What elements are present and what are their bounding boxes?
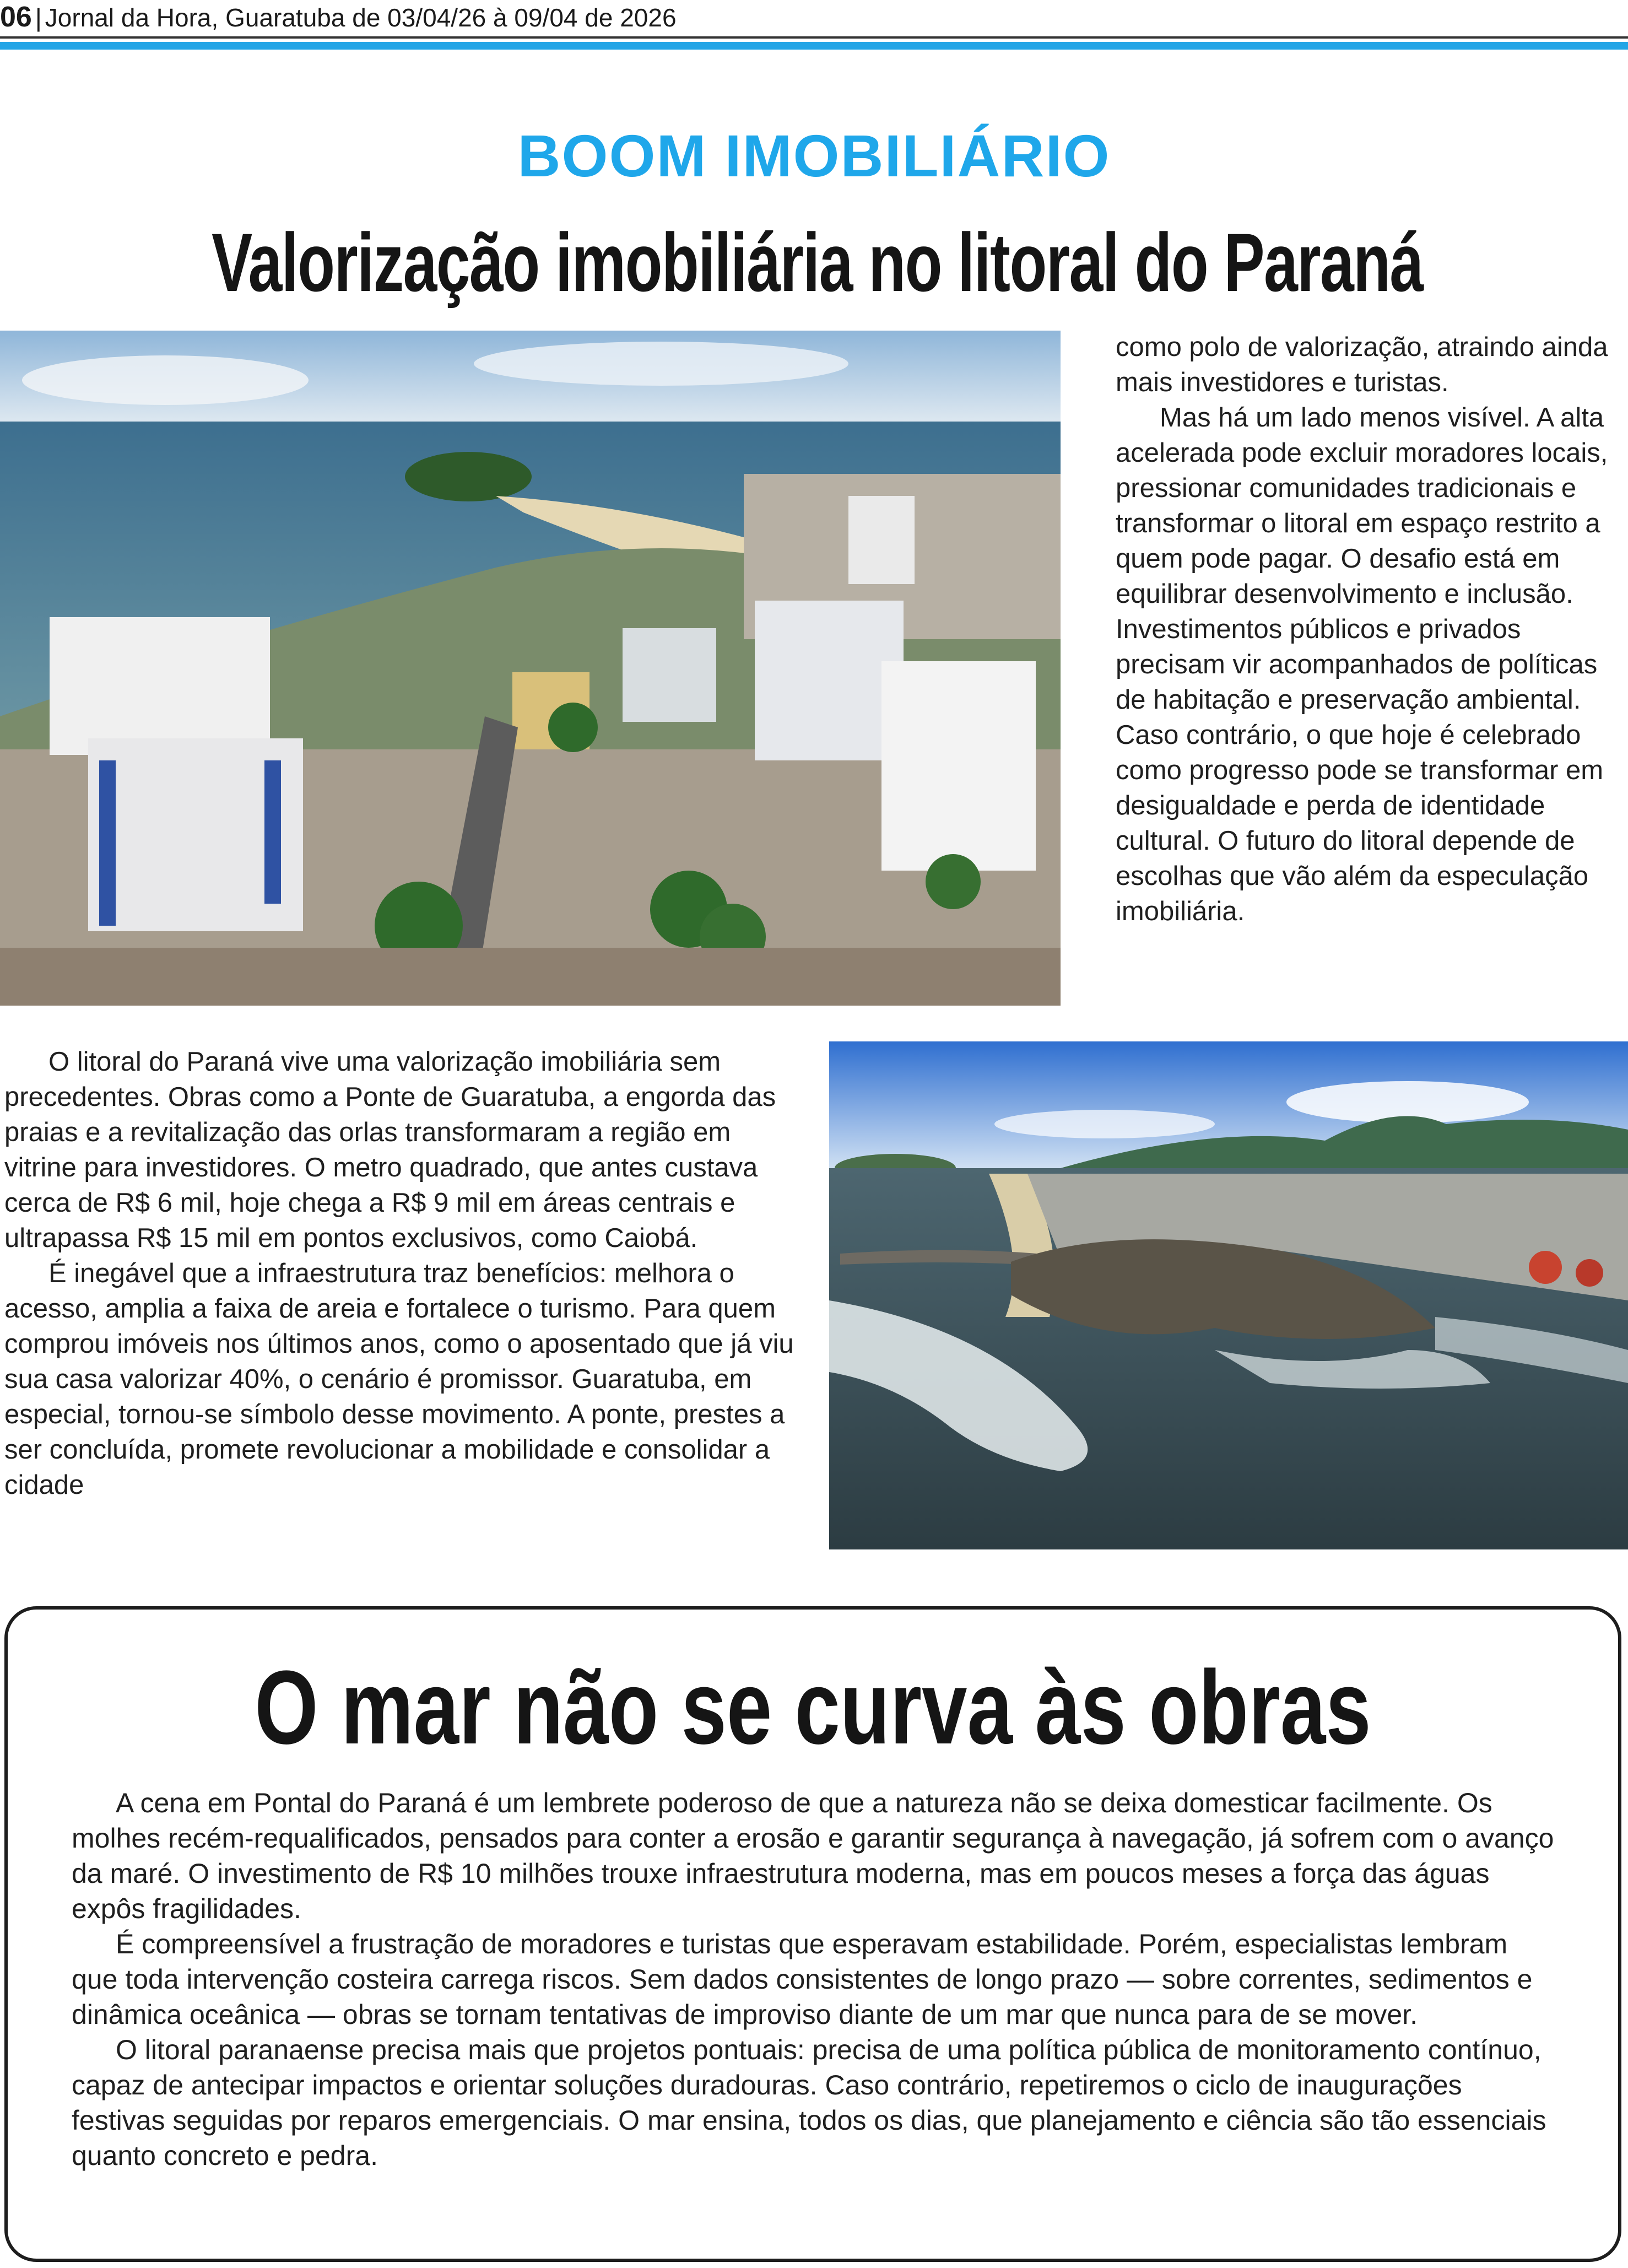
article-left-column xyxy=(4,1044,798,1503)
article-paragraph: como polo de valorização, atraindo ainda mais investidores e turistas. xyxy=(1116,332,1608,397)
page-header xyxy=(0,0,677,34)
header-rule xyxy=(0,36,1628,39)
editorial-paragraph: A cena em Pontal do Paraná é um lembrete poderoso de que a natureza não se deixa domesticar facilmente. Os molhes recém-requalificados, pensados para conter a erosão e garantir segurança à navegação, já sofrem com o avanço da maré. O investimento de R$ 10 milhões trouxe infraestrutura moderna, mas em poucos meses a força das águas expôs fragilidades. xyxy=(72,1788,1554,1924)
editorial-paragraph: É compreensível a frustração de moradores e turistas que esperavam estabilidade. Porém, especialistas lembram que toda intervenção costeira carrega riscos. Sem dados consistentes de longo prazo — sobre correntes, sedimentos e dinâmica oceânica — obras se tornam tentativas de improviso diante de um mar que nunca para de se mover. xyxy=(72,1929,1533,2030)
article-headline: Valorização imobiliária no litoral do Paraná xyxy=(212,216,1423,309)
editorial-paragraph: O litoral paranaense precisa mais que projetos pontuais: precisa de uma política pública de monitoramento contínuo, capaz de antecipar impactos e orientar soluções duradouras. Caso contrário, repetiremos o ciclo de inaugurações festivas seguidas por reparos emergenciais. O mar ensina, todos os dias, que planejamento e ciência são tão essenciais quanto concreto e pedra. xyxy=(72,2034,1546,2171)
article-paragraph: O litoral do Paraná vive uma valorização imobiliária sem precedentes. Obras como a Ponte de Guaratuba, a engorda das praias e a revitalização das orlas transformaram a região em vitrine para investidores. O metro quadrado, que antes custava cerca de R$ 6 mil, hoje chega a R$ 9 mil em áreas centrais e ultrapassa R$ 15 mil em pontos exclusivos, como Caiobá. xyxy=(4,1047,776,1253)
header-separator: | xyxy=(35,3,42,32)
coastline-breakwater-photo xyxy=(829,1041,1628,1549)
editorial-title: O mar não se curva às obras xyxy=(255,1649,1371,1766)
page-number: 06 xyxy=(0,1,32,33)
editorial-body xyxy=(72,1785,1559,2173)
section-kicker: BOOM IMOBILIÁRIO xyxy=(517,122,1111,189)
article-paragraph: É inegável que a infraestrutura traz benefícios: melhora o acesso, amplia a faixa de areia e fortalece o turismo. Para quem comprou imóveis nos últimos anos, como o aposentado que já viu sua casa valorizar 40%, o cenário é promissor. Guaratuba, em especial, tornou-se símbolo desse movimento. A ponte, prestes a ser concluída, promete revolucionar a mobilidade e consolidar a cidade xyxy=(4,1259,794,1500)
header-accent-bar xyxy=(0,42,1628,50)
publication-line: Jornal da Hora, Guaratuba de 03/04/26 à 09/04 de 2026 xyxy=(45,3,677,32)
aerial-city-photo xyxy=(0,331,1061,1006)
article-right-column xyxy=(1116,330,1622,929)
article-paragraph: Mas há um lado menos visível. A alta acelerada pode excluir moradores locais, pressionar comunidades tradicionais e transformar o litoral em espaço restrito a quem pode pagar. O desafio está em equilibrar desenvolvimento e inclusão. Investimentos públicos e privados precisam vir acompanhados de políticas de habitação e preservação ambiental. Caso contrário, o que hoje é celebrado como progresso pode se transformar em desigualdade e perda de identidade cultural. O futuro do litoral depende de escolhas que vão além da especulação imobiliária. xyxy=(1116,403,1608,926)
